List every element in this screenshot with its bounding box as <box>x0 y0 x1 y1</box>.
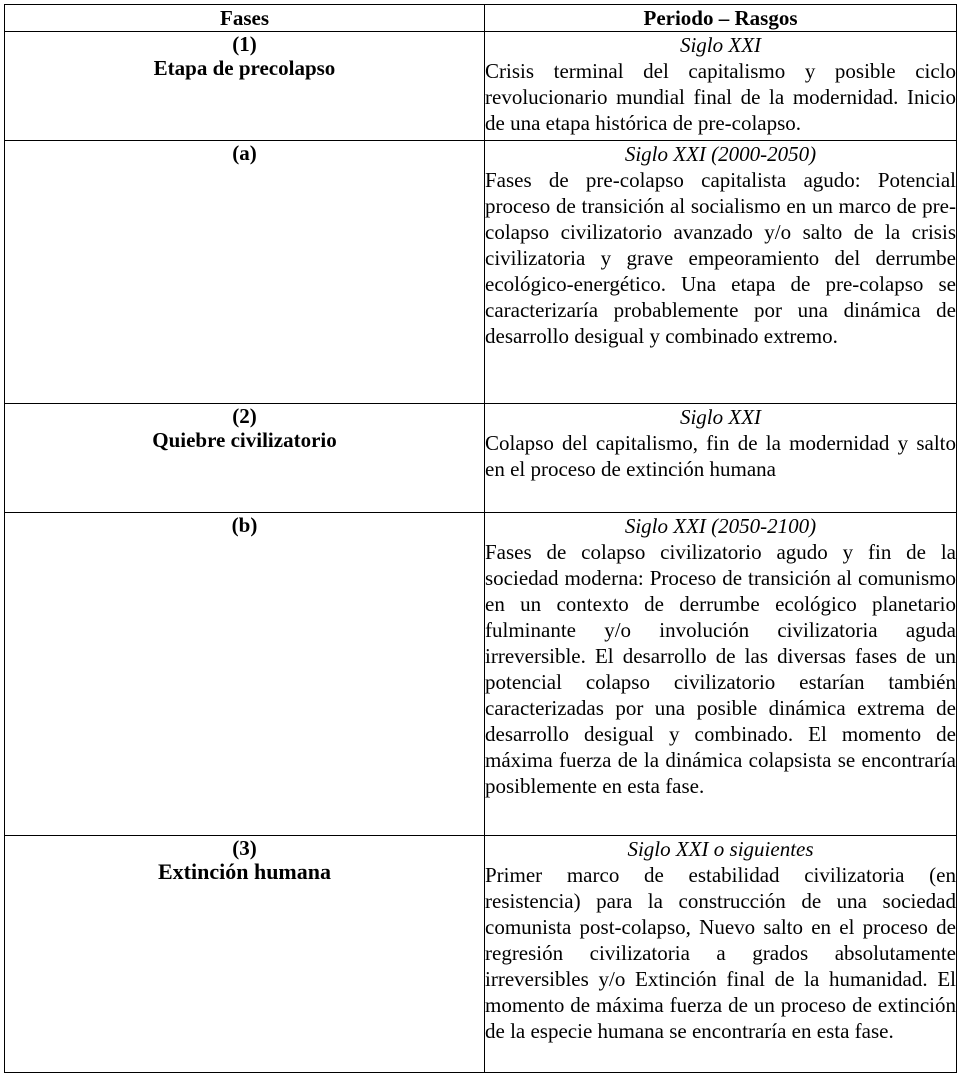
phase-cell <box>5 32 485 141</box>
description-text: Primer marco de estabilidad civilizatoria (en resistencia) para la construcción de una sociedad comunista post-colapso, Nuevo salto en el proceso de regresión civilizatoria a grados absolutamente irreversibles y/o Extinción final de la humanidad. El momento de máxima fuerza de un proceso de extinción de la especie humana se encontraría en esta fase. <box>485 863 956 1043</box>
description-text: Colapso del capitalismo, fin de la modernidad y salto en el proceso de extinción humana <box>485 431 956 481</box>
period-label: Siglo XXI <box>679 405 762 429</box>
table-row <box>5 141 957 404</box>
phase-number: (1) <box>232 32 257 56</box>
description-cell <box>485 404 957 513</box>
table-row <box>5 513 957 836</box>
phase-number: (a) <box>232 141 257 165</box>
description-text: Fases de colapso civilizatorio agudo y fin de la sociedad moderna: Proceso de transición al comunismo en un contexto de derrumbe ecológico planetario fulminante y/o involución civilizatoria aguda irreversible. El desarrollo de las diversas fases de un potencial colapso civilizatorio estarían también caracterizadas por una posible dinámica extrema de desarrollo desigual y combinado. El momento de máxima fuerza de la dinámica colapsista se encontraría posiblemente en esta fase. <box>485 540 956 798</box>
header-phases: Fases <box>5 5 485 32</box>
description-text: Crisis terminal del capitalismo y posible ciclo revolucionario mundial final de la modernidad. Inicio de una etapa histórica de pre-colapso. <box>485 59 956 135</box>
header-row <box>5 5 957 32</box>
header-period: Periodo – Rasgos <box>485 5 957 32</box>
phases-table <box>4 4 957 1073</box>
phase-name: Extinción humana <box>158 859 331 884</box>
period-label: Siglo XXI (2050-2100) <box>624 514 817 538</box>
description-cell <box>485 141 957 404</box>
phase-number: (2) <box>232 404 257 428</box>
description-text: Fases de pre-colapso capitalista agudo: Potencial proceso de transición al socialismo en un marco de pre-colapso civilizatorio avanzado y/o salto de la crisis civilizatoria y grave empeoramiento del derrumbe ecológico-energético. Una etapa de pre-colapso se caracterizaría probablemente por una dinámica de desarrollo desigual y combinado extremo. <box>485 168 956 348</box>
phase-cell <box>5 141 485 404</box>
description-cell <box>485 836 957 1073</box>
phase-cell <box>5 404 485 513</box>
phase-cell <box>5 836 485 1073</box>
table-row <box>5 32 957 141</box>
description-cell <box>485 513 957 836</box>
description-cell <box>485 32 957 141</box>
period-label: Siglo XXI o siguientes <box>627 837 814 861</box>
table-row <box>5 836 957 1073</box>
phase-name: Quiebre civilizatorio <box>152 428 337 452</box>
phase-name: Etapa de precolapso <box>153 56 336 80</box>
phase-cell <box>5 513 485 836</box>
period-label: Siglo XXI (2000-2050) <box>624 142 817 166</box>
table-row <box>5 404 957 513</box>
phase-number: (3) <box>232 836 257 860</box>
phase-number: (b) <box>231 513 258 537</box>
period-label: Siglo XXI <box>679 33 762 57</box>
